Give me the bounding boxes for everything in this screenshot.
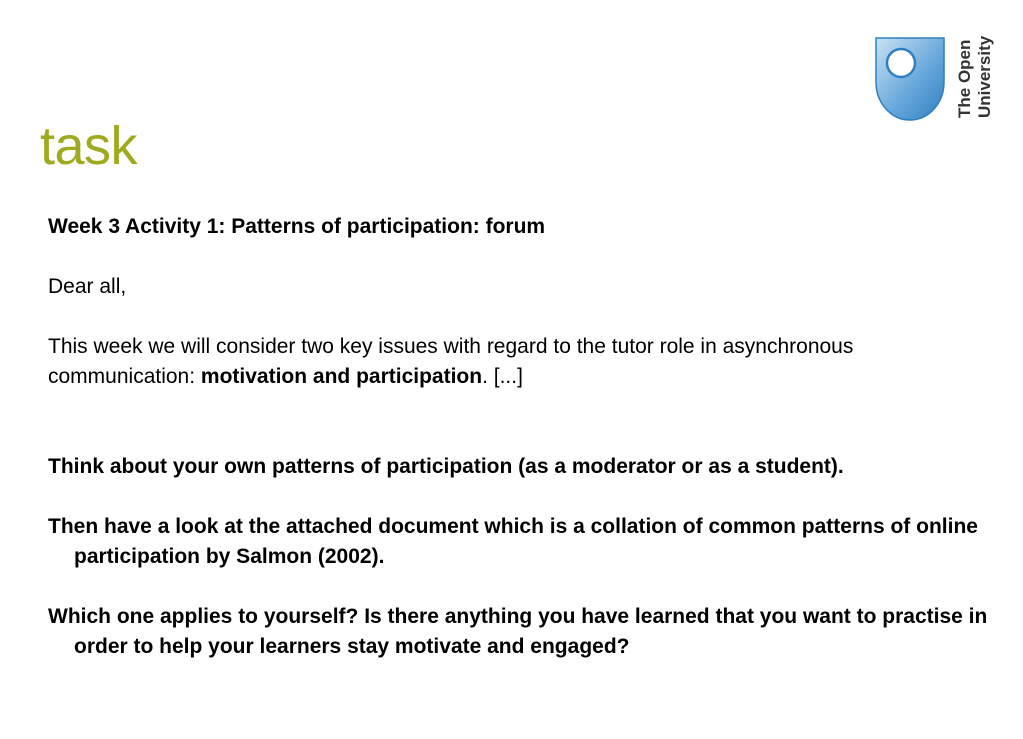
think-paragraph: Think about your own patterns of participation (as a moderator or as a student). bbox=[48, 455, 844, 478]
shield-icon bbox=[874, 36, 946, 122]
intro-emphasis: motivation and participation bbox=[200, 365, 483, 388]
intro-paragraph bbox=[48, 332, 998, 392]
open-university-logo bbox=[874, 36, 999, 122]
slide-title: task bbox=[40, 116, 138, 176]
activity-heading: Week 3 Activity 1: Patterns of participation: forum bbox=[48, 215, 546, 238]
logo-line-2: University bbox=[975, 36, 994, 118]
which-paragraph: Which one applies to yourself? Is there anything you have learned that you want to practise in order to help your learners stay motivate and engaged? bbox=[48, 605, 988, 658]
intro-text: This week we will consider two key issues with regard to the tutor role in asynchronous communication: bbox=[48, 335, 854, 388]
logo-line-1: The Open bbox=[955, 39, 974, 118]
logo-wordmark bbox=[952, 36, 996, 122]
greeting: Dear all, bbox=[48, 275, 127, 298]
then-paragraph: Then have a look at the attached document which is a collation of common patterns of online participation by Salmon (2002). bbox=[48, 515, 978, 568]
intro-ellipsis: . [...] bbox=[482, 365, 523, 388]
slide-body bbox=[48, 212, 998, 662]
